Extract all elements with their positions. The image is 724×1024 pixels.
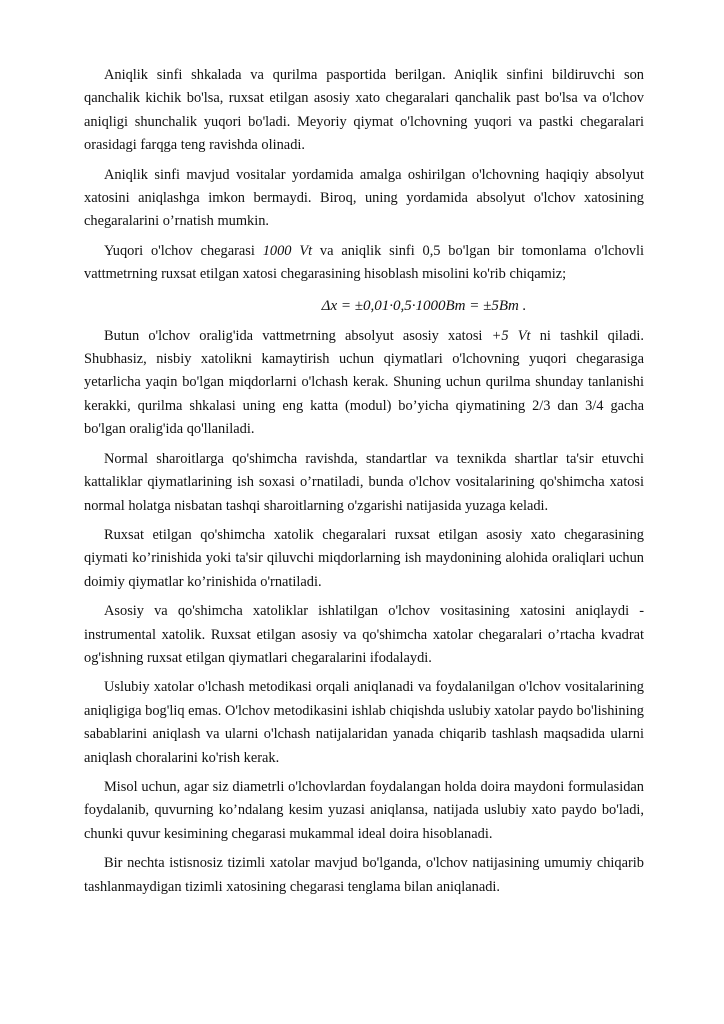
paragraph-instrumental-error: Asosiy va qo'shimcha xatoliklar ishlatilgan o'lchov vositasining xatosini aniqlaydi - instrumental xatolik. Ruxsat etilgan asosiy va qo'shimcha xatolar chegaralari o’rtacha kvadrat og'ishning ruxsat etilgan qiymatlari chegaralarini ifodalaydi. [84,603,644,666]
wattmeter-example-text-start: Yuqori o'lchov chegarasi [104,242,263,259]
relative-error-text-start: Butun o'lchov oralig'ida vattmetrning absolyut asosiy xatosi [104,327,492,344]
paragraph-pipe-example: Misol uchun, agar siz diametrli o'lchovlardan foydalangan holda doira maydoni formulasidan foydalanib, quvurning ko’ndalang kesim yuzasi aniqlansa, natijada uslubiy xato paydo bo'ladi, chunki quvur kesimining chegarasi mukammal ideal doira hisoblanadi. [84,778,644,842]
wattmeter-example-text-end: va aniqlik sinfi 0,5 bo'lgan bir tomonlama o'lchovli vattmetrning ruxsat etilgan xatosi chegarasining hisoblash misolini ko'rib chiqamiz; [84,242,644,283]
paragraph-accuracy-class: Aniqlik sinfi shkalada va qurilma pasportida berilgan. Aniqlik sinfini bildiruvchi son qanchalik kichik bo'lsa, ruxsat etilgan asosiy xato chegaralari qanchalik past bo'lsa va o'lchov aniqligi shunchalik yuqori bo'ladi. Meyoriy qiymat o'lchovning yuqori va pastki chegaralari orasidagi farqga teng ravishda olinadi. [84,67,644,154]
paragraph-systematic-errors: Bir nechta istisnosiz tizimli xatolar mavjud bo'lganda, o'lchov natijasining umumiy chiqarib tashlanmaydigan tizimli xatosining chegarasi tenglama bilan aniqlanadi. [84,855,644,895]
paragraph-wattmeter-example [84,240,644,287]
paragraph-relative-error [84,325,644,442]
paragraph-absolute-error: Aniqlik sinfi mavjud vositalar yordamida amalga oshirilgan o'lchovning haqiqiy absolyut xatosini aniqlashga imkon bermaydi. Biroq, uning yordamida absolyut o'lchov xatosining chegaralarini o’rnatish mumkin. [84,166,644,230]
error-formula: Δx = ±0,01·0,5·1000Bm = ±5Bm . [321,297,527,314]
upper-limit-value: 1000 Vt [262,242,313,259]
relative-error-text-end: ni tashkil qiladi. Shubhasiz, nisbiy xatolikni kamaytirish uchun qiymatlari o'lchovning yuqori chegarasiga yetarlicha yaqin bo'lgan miqdorlarni o'lchash kerak. Shuning uchun qurilma shunday tanlanishi kerakki, qurilma shkalasi uning eng katta (modul) bo’yicha qiymatining 2/3 dan 3/4 gacha bo'lgan oralig'ida qo'llaniladi. [84,327,645,438]
paragraph-normal-conditions: Normal sharoitlarga qo'shimcha ravishda, standartlar va texnikda shartlar ta'sir etuvchi kattaliklar qiymatlarining ish soxasi o’rnatiladi, bunda o'lchov vositalarining qo'shimcha xatosi normal holatga nisbatan tashqi sharoitlarning o'zgarishi natijasida yuzaga keladi. [84,450,644,514]
absolute-error-value: +5 Vt [491,327,531,344]
paragraph-additional-error-limits: Ruxsat etilgan qo'shimcha xatolik chegaralari ruxsat etilgan asosiy xato chegarasining qiymati ko’rinishida yoki ta'sir qiluvchi miqdorlarning ish maydonining alohida oraliqlari uchun doimiy qiymatlar ko’rinishida o'rnatiladi. [84,526,644,590]
document-page [84,64,644,905]
paragraph-methodical-errors: Uslubiy xatolar o'lchash metodikasi orqali aniqlanadi va foydalanilgan o'lchov vositalarining aniqligiga bog'liq emas. O'lchov metodikasini ishlab chiqishda uslubiy xatolar paydo bo'lishining sabablarini aniqlash va ularni o'lchash natijalaridan yanada chiqarib tashlash maqsadida ularni aniqlash choralarini ko'rish kerak. [84,679,644,766]
